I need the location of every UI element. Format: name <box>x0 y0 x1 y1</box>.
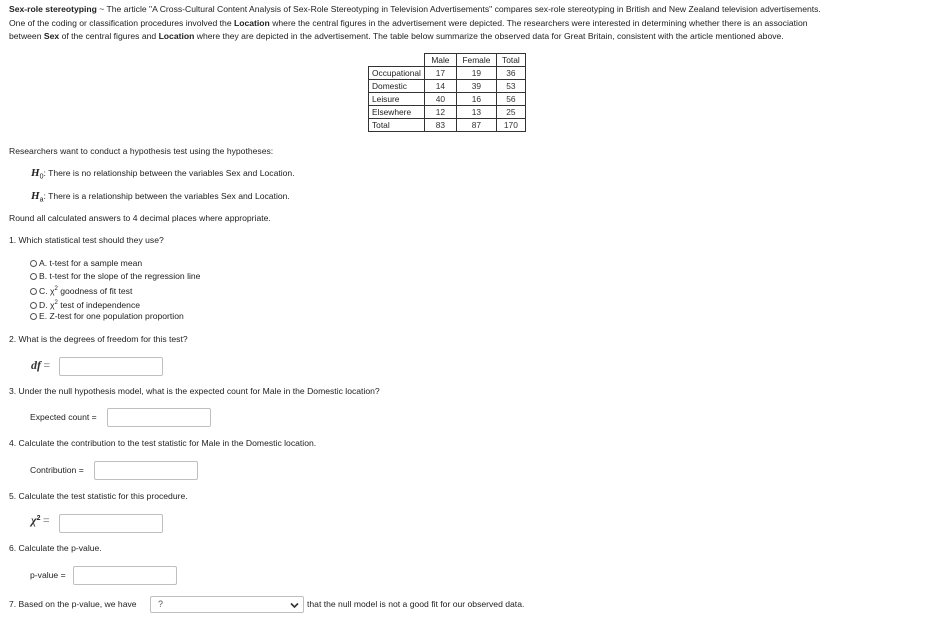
cell-male: 83 <box>424 119 456 132</box>
cell-female: 87 <box>456 119 496 132</box>
df-label: df = <box>31 358 51 372</box>
intro-line-3: between Sex of the central figures and Location where they are depicted in the advertisement. The table below summarize the observed data for Great Britain, consistent with the article mentioned above. <box>9 31 784 41</box>
null-hypothesis: $H_0$: There is no relationship between the variables Sex and Location. <box>31 167 295 181</box>
option-a[interactable]: A. t-test for a sample mean <box>30 257 142 270</box>
table-corner <box>369 54 425 67</box>
row-label: Leisure <box>369 93 425 106</box>
cell-female: 39 <box>456 80 496 93</box>
header-male: Male <box>424 54 456 67</box>
select-value: ? <box>158 599 164 609</box>
cell-total: 25 <box>496 106 525 119</box>
question-6: 6. Calculate the p-value. <box>9 543 102 553</box>
table-header-row <box>369 54 526 67</box>
cell-male: 40 <box>424 93 456 106</box>
table-row <box>369 80 526 93</box>
expected-count-input[interactable] <box>107 408 211 427</box>
header-female: Female <box>456 54 496 67</box>
problem-intro <box>9 3 939 44</box>
radio-button[interactable] <box>30 288 37 295</box>
p-value-label: p-value = <box>30 570 66 580</box>
question-7-prefix: 7. Based on the p-value, we have <box>9 599 137 609</box>
radio-button[interactable] <box>30 260 37 267</box>
expected-count-label: Expected count = <box>30 412 97 422</box>
chevron-down-icon <box>290 601 299 611</box>
table-row <box>369 93 526 106</box>
intro-line-2: One of the coding or classification procedures involved the Location where the central figures in the advertisement were depicted. The researchers were interested in determining whether there is an association <box>9 17 808 28</box>
row-label: Occupational <box>369 67 425 80</box>
question-7-suffix: that the null model is not a good fit for our observed data. <box>307 599 525 609</box>
conclusion-select[interactable] <box>150 596 304 613</box>
row-label: Elsewhere <box>369 106 425 119</box>
question-3: 3. Under the null hypothesis model, what is the expected count for Male in the Domestic location? <box>9 386 380 396</box>
cell-female: 13 <box>456 106 496 119</box>
option-c[interactable]: C. $\chi^2$ goodness of fit test <box>30 283 132 296</box>
option-e[interactable]: E. Z-test for one population proportion <box>30 310 184 323</box>
rounding-note: Round all calculated answers to 4 decimal places where appropriate. <box>9 213 271 223</box>
question-4: 4. Calculate the contribution to the test statistic for Male in the Domestic location. <box>9 438 317 448</box>
cell-total: 53 <box>496 80 525 93</box>
header-total: Total <box>496 54 525 67</box>
cell-total: 36 <box>496 67 525 80</box>
question-2: 2. What is the degrees of freedom for this test? <box>9 334 188 344</box>
observed-data-table <box>368 53 526 132</box>
contribution-input[interactable] <box>94 461 198 480</box>
radio-button[interactable] <box>30 313 37 320</box>
p-value-input[interactable] <box>73 566 177 585</box>
cell-total: 56 <box>496 93 525 106</box>
question-5: 5. Calculate the test statistic for this procedure. <box>9 491 188 501</box>
row-label: Domestic <box>369 80 425 93</box>
chi-square-input[interactable] <box>59 514 163 533</box>
option-d[interactable]: D. $\chi^2$ test of independence <box>30 297 140 310</box>
cell-female: 19 <box>456 67 496 80</box>
table-row <box>369 67 526 80</box>
cell-female: 16 <box>456 93 496 106</box>
cell-male: 14 <box>424 80 456 93</box>
cell-male: 17 <box>424 67 456 80</box>
radio-button[interactable] <box>30 273 37 280</box>
row-label: Total <box>369 119 425 132</box>
alternative-hypothesis: $H_a$: There is a relationship between the variables Sex and Location. <box>31 190 290 204</box>
option-b[interactable]: B. t-test for the slope of the regression line <box>30 270 200 283</box>
table-row <box>369 119 526 132</box>
df-input[interactable] <box>59 357 163 376</box>
cell-male: 12 <box>424 106 456 119</box>
hypotheses-intro: Researchers want to conduct a hypothesis test using the hypotheses: <box>9 146 274 156</box>
cell-total: 170 <box>496 119 525 132</box>
chi-square-label: $\chi^2$ = <box>31 513 50 527</box>
problem-title: Sex-role stereotyping <box>9 4 97 14</box>
question-1: 1. Which statistical test should they use? <box>9 235 164 245</box>
table-row <box>369 106 526 119</box>
radio-button[interactable] <box>30 302 37 309</box>
contribution-label: Contribution = <box>30 465 84 475</box>
intro-line-1: Sex-role stereotyping ~ The article "A Cross-Cultural Content Analysis of Sex-Role Stereotyping in Television Advertisements" compares sex-role stereotyping in British and New Zealand television advertisements. <box>9 4 821 14</box>
